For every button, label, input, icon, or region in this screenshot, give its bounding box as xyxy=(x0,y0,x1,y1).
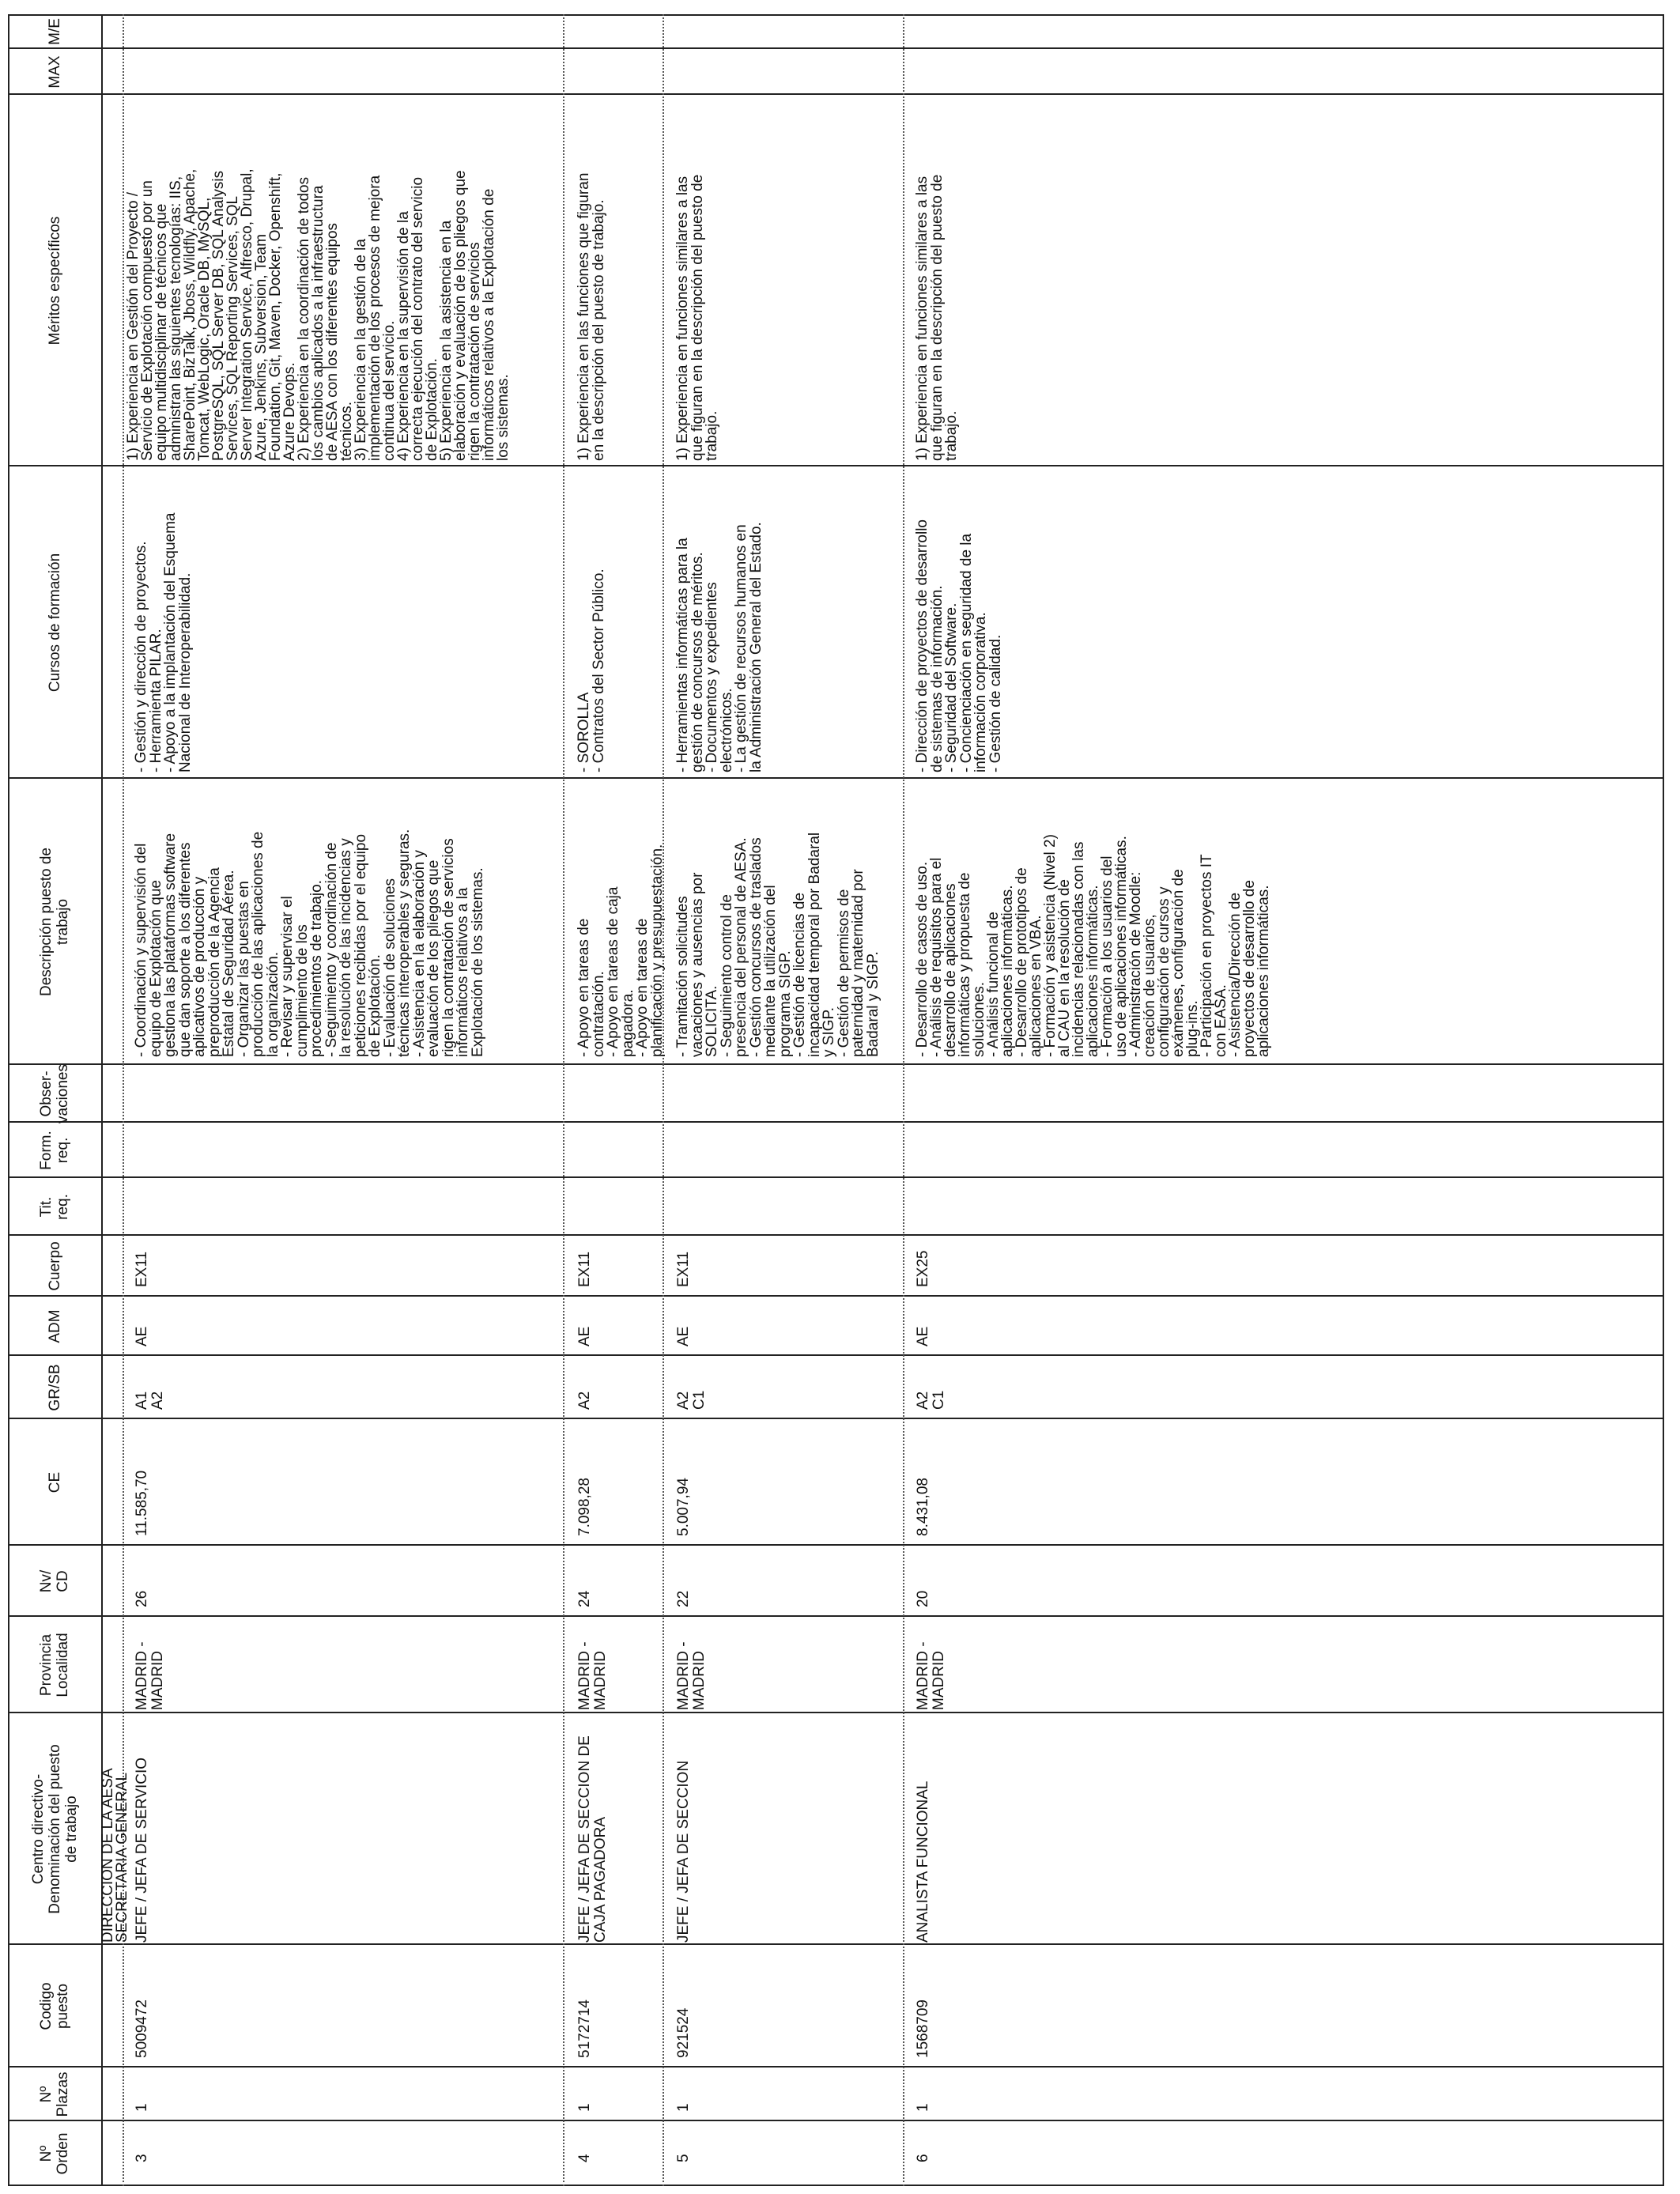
cell-adm: AE xyxy=(576,1326,593,1346)
column-divider xyxy=(8,47,1664,49)
cell-provincia: MADRID - MADRID xyxy=(576,1641,609,1710)
cell-nivel: 22 xyxy=(675,1590,692,1607)
header-provincia: Provincia Localidad xyxy=(38,1633,71,1697)
cell-ce: 5.007,94 xyxy=(675,1478,692,1536)
cell-codigo: 1568709 xyxy=(915,2000,931,2058)
cell-cursos: - SOROLLA - Contratos del Sector Público. xyxy=(576,568,607,772)
column-divider xyxy=(8,1354,1664,1356)
cell-cursos: - Herramientas informáticas para la gestión de concursos de méritos. - Documentos y expedientes electrónicos. - La gestión de recursos humanos en la Administración General del Estado. xyxy=(674,522,764,772)
cell-cuerpo: EX11 xyxy=(134,1251,150,1287)
cell-orden: 6 xyxy=(915,2154,931,2162)
header-tit: Tit. req. xyxy=(38,1194,71,1220)
cell-descripcion: - Apoyo en tareas de contratación. - Apoyo en tareas de caja pagadora. - Apoyo en tareas de planificación y presupuestación. xyxy=(576,844,666,1057)
column-divider xyxy=(8,1615,1664,1617)
cell-provincia: MADRID - MADRID xyxy=(915,1641,947,1710)
cell-orden: 4 xyxy=(576,2154,593,2162)
header-descripcion: Descripción puesto de trabajo xyxy=(38,848,71,996)
column-divider xyxy=(8,1544,1664,1546)
cell-grupo: A2 C1 xyxy=(915,1390,947,1410)
cell-descripcion: - Coordinación y supervisión del equipo de Explotación que gestiona las plataformas software que dan soporte a los diferentes aplicativos de producción y preproducción de la Agencia Estatal de Seguridad Aérea. - Organizar las puestas en producción de las aplicaciones de la organización. - Revisar y supervisar el cumplimiento de los procedimientos de trabajo. - Seguimiento y coordinación de la resolución de las incidencias y peticiones recibidas por el equipo de Explotación. - Evaluación de soluciones técnicas interoperables y seguras. - Asistencia en la elaboración y evaluación de los pliegos que rigen la contratación de servicios informáticos relativos a la Explotación de los sistemas. xyxy=(133,829,486,1057)
cell-cuerpo: EX11 xyxy=(675,1251,692,1287)
cell-adm: AE xyxy=(134,1326,150,1346)
cell-plazas: 1 xyxy=(576,2103,593,2112)
column-divider xyxy=(8,1943,1664,1945)
header-observaciones: Obser- vaciones xyxy=(38,1064,71,1123)
column-divider xyxy=(8,1121,1664,1123)
header-adm: ADM xyxy=(46,1309,63,1343)
cell-codigo: 921524 xyxy=(675,2007,692,2058)
cell-descripcion: - Desarrollo de casos de uso. - Análisis de requisitos para el desarrollo de aplicaciones informáticas y propuesta de soluciones. - Análisis funcional de aplicaciones informáticas. - Desarrollo de prototipos de aplicaciones en VBA. - Formación y asistencia (Nivel 2) al CAU en la resolución de incidencias relacionadas con las aplicaciones informáticas. - Formación a los usuarios del uso de aplicaciones informáticas. - Administración de Moodle: creación de usuarios, configuración de cursos y exámenes, configuración de plug-ins. - Participación en proyectos IT con EASA. - Asistencia/Dirección de proyectos de desarrollo de aplicaciones informáticas. xyxy=(914,834,1272,1057)
cell-nivel: 20 xyxy=(915,1590,931,1607)
cell-plazas: 1 xyxy=(134,2103,150,2112)
cell-provincia: MADRID - MADRID xyxy=(675,1641,708,1710)
cell-cuerpo: EX11 xyxy=(576,1251,593,1287)
column-divider xyxy=(8,465,1664,466)
header-plazas: Nº Plazas xyxy=(38,2071,71,2117)
cell-centro: JEFE / JEFA DE SERVICIO xyxy=(134,1757,150,1943)
cell-descripcion: - Tramitación solicitudes vacaciones y ausencias por SOLICITA. - Seguimiento control de presencia del personal de AESA. - Gestión concursos de traslados mediante la utilización del programa SIGP. - Gestión de licencias de incapacidad temporal por Badaral y SIGP. - Gestión de permisos de paternidad y maternidad por Badaral y SIGP. xyxy=(674,832,882,1057)
cell-orden: 3 xyxy=(134,2154,150,2162)
cell-nivel: 24 xyxy=(576,1590,593,1607)
header-codigo: Codigo puesto xyxy=(38,1982,71,2030)
cell-plazas: 1 xyxy=(675,2103,692,2112)
cell-meritos: 1) Experiencia en Gestión del Proyecto / Servicio de Explotación compuesto por un equipo multidisciplinar de técnicos que administran las siguientes tecnologías: IIS, SharePoint, BizTalk, Jboss, Wildfly, Apache, Tomcat, WebLogic, Oracle DB, MySQL, PostgreSQL, SQL Server DB, SQL Analysis Services, SQL Reporting Services, SQL Server Integration Service, Alfresco, Drupal, Azure, Jenkins, Subversion, Team Foundation, Git, Maven, Docker, Openshift, Azure Devops. 2) Experiencia en la coordinación de todos los cambios aplicados a la infraestructura de AESA con los diferentes equipos técnicos. 3) Experiencia en la gestión de la implementación de los procesos de mejora continua del servicio. 4) Experiencia en la supervisión de la correcta ejecución del contrato del servicio de Explotación. 5) Experiencia en la asistencia en la elaboración y evaluación de los pliegos que rigen la contratación de servicios informáticos relativos a la Explotación de los sistemas. xyxy=(125,168,512,461)
column-divider xyxy=(8,1234,1664,1236)
header-max: MAX xyxy=(46,55,63,89)
column-divider xyxy=(8,777,1664,779)
cell-plazas: 1 xyxy=(915,2103,931,2112)
row-divider xyxy=(663,14,664,2186)
cell-centro: JEFE / JEFA DE SECCION DE CAJA PAGADORA xyxy=(576,1735,609,1943)
cell-cuerpo: EX25 xyxy=(915,1250,931,1287)
cell-cursos: - Gestión y dirección de proyectos. - Herramienta PILAR. - Apoyo a la implantación del Esquema Nacional de Interoperabilidad. xyxy=(133,512,194,772)
cell-ce: 11.585,70 xyxy=(134,1470,150,1536)
cell-grupo: A2 C1 xyxy=(675,1390,708,1410)
column-divider xyxy=(8,1295,1664,1297)
header-orden: Nº Orden xyxy=(38,2132,71,2175)
column-divider xyxy=(8,1418,1664,1419)
column-divider xyxy=(8,93,1664,95)
cell-nivel: 26 xyxy=(134,1590,150,1607)
header-meritos: Méritos específicos xyxy=(46,216,63,346)
column-divider xyxy=(8,2120,1664,2121)
cell-adm: AE xyxy=(915,1326,931,1346)
cell-provincia: MADRID - MADRID xyxy=(134,1641,166,1710)
cell-adm: AE xyxy=(675,1326,692,1346)
header-nivel: Nv/ CD xyxy=(38,1569,71,1593)
cell-codigo: 5009472 xyxy=(134,2000,150,2058)
row-divider xyxy=(903,14,904,2186)
cell-meritos: 1) Experiencia en funciones similares a las que figuran en la descripción del puesto de trabajo. xyxy=(914,174,960,461)
cell-meritos: 1) Experiencia en las funciones que figuran en la descripción del puesto de trabajo. xyxy=(576,172,607,461)
cell-grupo: A1 A2 xyxy=(134,1391,166,1410)
column-divider xyxy=(8,1176,1664,1178)
column-divider xyxy=(8,1712,1664,1713)
header-centro: Centro directivo- Denominación del puesto de trabajo xyxy=(29,1744,80,1914)
column-divider xyxy=(8,1063,1664,1065)
header-form: Form. req. xyxy=(38,1131,71,1170)
header-grupo: GR/SB xyxy=(46,1364,63,1411)
header-cuerpo: Cuerpo xyxy=(46,1241,63,1291)
header-me: M/E xyxy=(46,18,63,45)
cell-cursos: - Dirección de proyectos de desarrollo de sistemas de información. - Seguridad del Software. - Concienciación en seguridad de la información corporativa. - Gestión de calidad. xyxy=(914,519,1004,772)
cell-ce: 8.431,08 xyxy=(915,1478,931,1536)
header-ce: CE xyxy=(46,1471,63,1494)
cell-ce: 7.098,28 xyxy=(576,1478,593,1536)
cell-codigo: 5172714 xyxy=(576,2000,593,2058)
cell-meritos: 1) Experiencia en funciones similares a las que figuran en la descripción del puesto de trabajo. xyxy=(674,174,720,461)
unit-heading: DIRECCION DE LA AESA SECRETARIA GENERAL xyxy=(100,1768,130,1943)
cell-orden: 5 xyxy=(675,2154,692,2162)
column-divider xyxy=(8,2066,1664,2067)
cell-grupo: A2 xyxy=(576,1391,593,1410)
cell-centro: ANALISTA FUNCIONAL xyxy=(915,1781,931,1943)
cell-centro: JEFE / JEFA DE SECCION xyxy=(675,1760,692,1943)
row-divider xyxy=(563,14,564,2186)
header-cursos: Cursos de formación xyxy=(46,553,63,693)
